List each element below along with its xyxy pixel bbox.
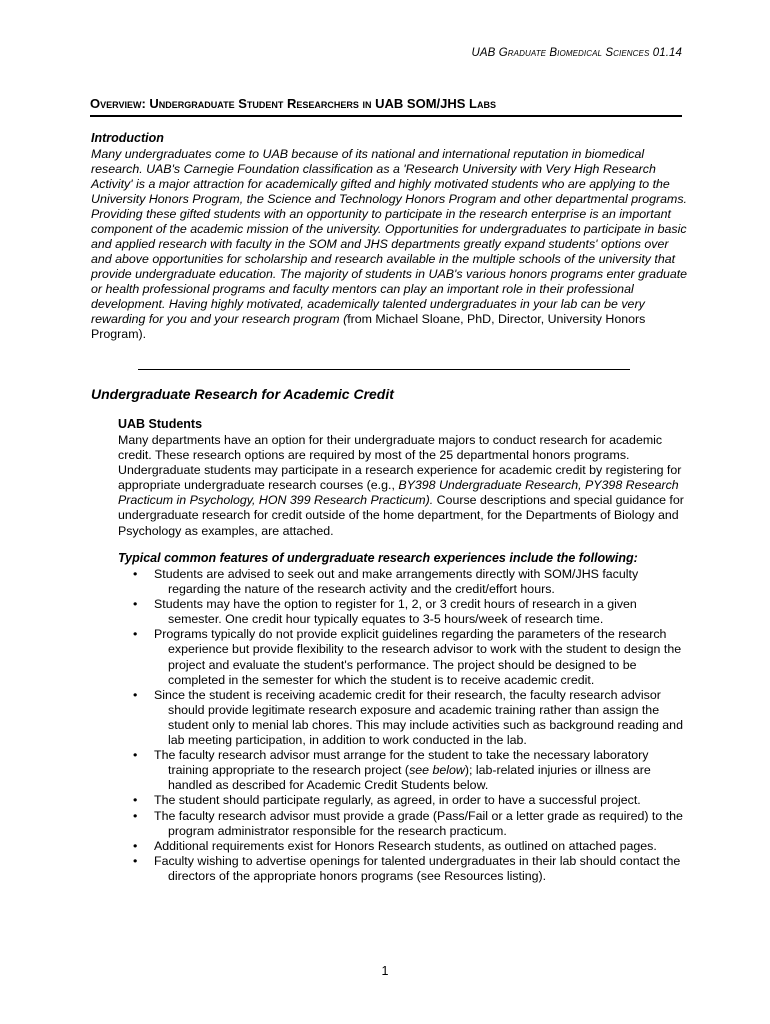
list-item: [118, 793, 684, 808]
list-item-text: The faculty research advisor must provide a grade (Pass/Fail or a letter grade as required) to the program administrator responsible for the research practicum.: [154, 808, 683, 838]
bullet-icon: •: [133, 853, 138, 868]
bullet-icon: •: [133, 793, 138, 808]
list-item-text: [154, 748, 684, 793]
list-item: [118, 839, 684, 854]
list-item-text: Students may have the option to register for 1, 2, or 3 credit hours of research in a given semester. One credit hour typically equates to 3-5 hours/week of research time.: [154, 597, 637, 627]
para-text-2: Course descriptions and special guidance for undergraduate research for credit outside of the home department, for the Departments of Biology and Psychology as examples, are attached.: [118, 493, 684, 538]
list-item-text-a: The faculty research advisor must arrange for the student to take the necessary laboratory training appropriate to the research project (: [154, 748, 649, 778]
bullet-icon: •: [133, 567, 138, 581]
list-item: [118, 809, 684, 839]
document-title: [90, 95, 682, 117]
subsection-heading: UAB Students: [118, 417, 203, 431]
list-item: [118, 854, 684, 884]
section-heading: Undergraduate Research for Academic Credit: [91, 386, 394, 402]
list-item: [118, 597, 684, 627]
para-course-list: BY398 Undergraduate Research, PY398 Research Practicum in Psychology, HON 399 Research Practicum).: [118, 478, 679, 508]
title-text: Overview: Undergraduate Student Researchers in UAB SOM/JHS Labs: [90, 96, 496, 111]
features-heading: Typical common features of undergraduate research experiences include the following:: [118, 551, 638, 565]
list-item-text-italic: see below: [409, 763, 465, 778]
list-item-text: Additional requirements exist for Honors Research students, as outlined on attached pages.: [154, 838, 657, 853]
list-item: [118, 627, 684, 687]
list-item: [118, 688, 684, 748]
running-header: [472, 47, 683, 59]
introduction-heading: Introduction: [91, 131, 164, 145]
list-item-text: The student should participate regularly, as agreed, in order to have a successful project.: [154, 793, 641, 808]
bullet-icon: •: [133, 597, 138, 612]
section-divider: [138, 369, 630, 370]
list-item: [118, 567, 684, 597]
bullet-icon: •: [133, 838, 138, 853]
page-number: 1: [381, 964, 389, 978]
introduction-italic-text: Many undergraduates come to UAB because of its national and international reputation in biomedical research. UAB's Carnegie Foundation classification as a 'Research University with Very High Research Activity' is a major attraction for academically gifted and highly motivated students who are applying to the University Honors Program, the Science and Technology Honors Program and other departmental programs. Providing these gifted students with an opportunity to participate in the research enterprise is an important component of the academic mission of the university. Opportunities for undergraduates to participate in basic and applied research with faculty in the SOM and JHS departments greatly expand students' options over and above opportunities for scholarship and research available in the multiple schools of the university that provide undergraduate education. The majority of students in UAB's various honors programs enter graduate or health professional programs and faculty mentors can play an important role in their professional development. Having highly motivated, academically talented undergraduates in your lab can be very rewarding for you and your research program (: [91, 147, 688, 326]
list-item-text: Programs typically do not provide explicit guidelines regarding the parameters of the research experience but provide flexibility to the research advisor to work with the student to design the project and evaluate the student's performance. The project should be designed to be completed in the semester for which the student is to receive academic credit.: [154, 627, 682, 687]
list-item-text: Since the student is receiving academic credit for their research, the faculty research advisor should provide legitimate research exposure and academic training rather than assign the student only to menial lab chores. This may include activities such as background reading and lab meeting participation, in addition to work conducted in the lab.: [154, 687, 683, 748]
uab-students-paragraph: [118, 433, 684, 539]
features-list: [118, 567, 684, 884]
introduction-attribution: from Michael Sloane, PhD, Director, University Honors Program).: [91, 312, 646, 341]
bullet-icon: •: [133, 627, 138, 642]
introduction-body: [91, 147, 691, 342]
bullet-icon: •: [133, 808, 138, 823]
list-item: [118, 748, 684, 793]
list-item-text: Faculty wishing to advertise openings for talented undergraduates in their lab should contact the directors of the appropriate honors programs (see Resources listing).: [154, 853, 681, 883]
para-text-1: Many departments have an option for their undergraduate majors to conduct research for academic credit. These research options are required by most of the 25 departmental honors programs. Undergraduate students may participate in a research experience for academic credit by registering for appropriate undergraduate research courses (e.g.,: [118, 433, 682, 493]
bullet-icon: •: [133, 748, 138, 763]
running-head-text: UAB Graduate Biomedical Sciences 01.14: [471, 47, 682, 59]
list-item-text-b: ); lab-related injuries or illness are handled as described for Academic Credit Students below.: [168, 763, 651, 793]
list-item-text: Students are advised to seek out and make arrangements directly with SOM/JHS faculty regarding the nature of the research activity and the credit/effort hours.: [154, 567, 639, 597]
bullet-icon: •: [133, 687, 138, 702]
